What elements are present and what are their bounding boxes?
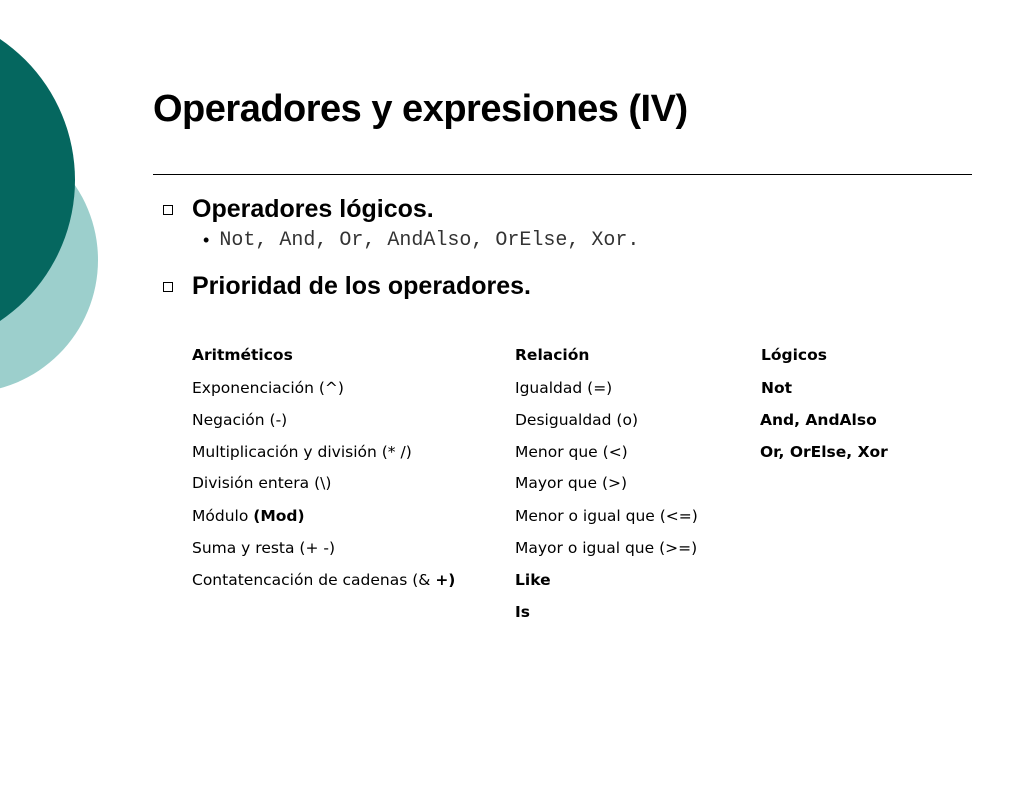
arith-concatenacion — [192, 571, 455, 589]
arith-modulo-keyword: (Mod) — [253, 507, 305, 525]
arith-modulo — [192, 507, 305, 525]
dot-bullet-icon: • — [203, 230, 210, 250]
header-logicos: Lógicos — [761, 346, 827, 364]
rel-mayor-igual: Mayor o igual que (>=) — [515, 539, 698, 557]
arith-exponenciacion: Exponenciación (^) — [192, 379, 344, 397]
rel-is: Is — [515, 603, 530, 621]
logical-operators-list: Not, And, Or, AndAlso, OrElse, Xor. — [219, 229, 640, 252]
arith-multiplicacion: Multiplicación y división (* /) — [192, 443, 412, 461]
rel-menor-igual: Menor o igual que (<=) — [515, 507, 698, 525]
sub-bullet-logical-list — [203, 229, 639, 252]
bullet-text: Operadores lógicos. — [192, 195, 434, 223]
log-or: Or, OrElse, Xor — [760, 443, 888, 461]
arith-division-entera: División entera (\) — [192, 474, 332, 492]
arith-negacion: Negación (-) — [192, 411, 288, 429]
arith-modulo-label: Módulo — [192, 507, 254, 525]
rel-menor-que: Menor que (<) — [515, 443, 628, 461]
arith-suma-resta: Suma y resta (+ -) — [192, 539, 336, 557]
slide-title: Operadores y expresiones (IV) — [153, 88, 688, 130]
bullet-text: Prioridad de los operadores. — [192, 272, 531, 300]
arith-concat-keyword: +) — [435, 571, 456, 589]
rel-desigualdad: Desigualdad (o) — [515, 411, 639, 429]
header-relacion: Relación — [515, 346, 590, 364]
title-divider — [153, 174, 972, 175]
square-bullet-icon — [163, 205, 173, 215]
light-teal-circle — [0, 127, 98, 393]
log-and: And, AndAlso — [760, 411, 877, 429]
dark-teal-circle — [0, 10, 75, 350]
header-aritmeticos: Aritméticos — [192, 346, 293, 364]
bullet-logical-operators — [163, 195, 434, 224]
square-bullet-icon — [163, 282, 173, 292]
rel-igualdad: Igualdad (=) — [515, 379, 613, 397]
rel-mayor-que: Mayor que (>) — [515, 474, 628, 492]
log-not: Not — [761, 379, 793, 397]
rel-like: Like — [515, 571, 551, 589]
arith-concat-label: Contatencación de cadenas (& — [192, 571, 436, 589]
bullet-operator-priority — [163, 272, 531, 301]
